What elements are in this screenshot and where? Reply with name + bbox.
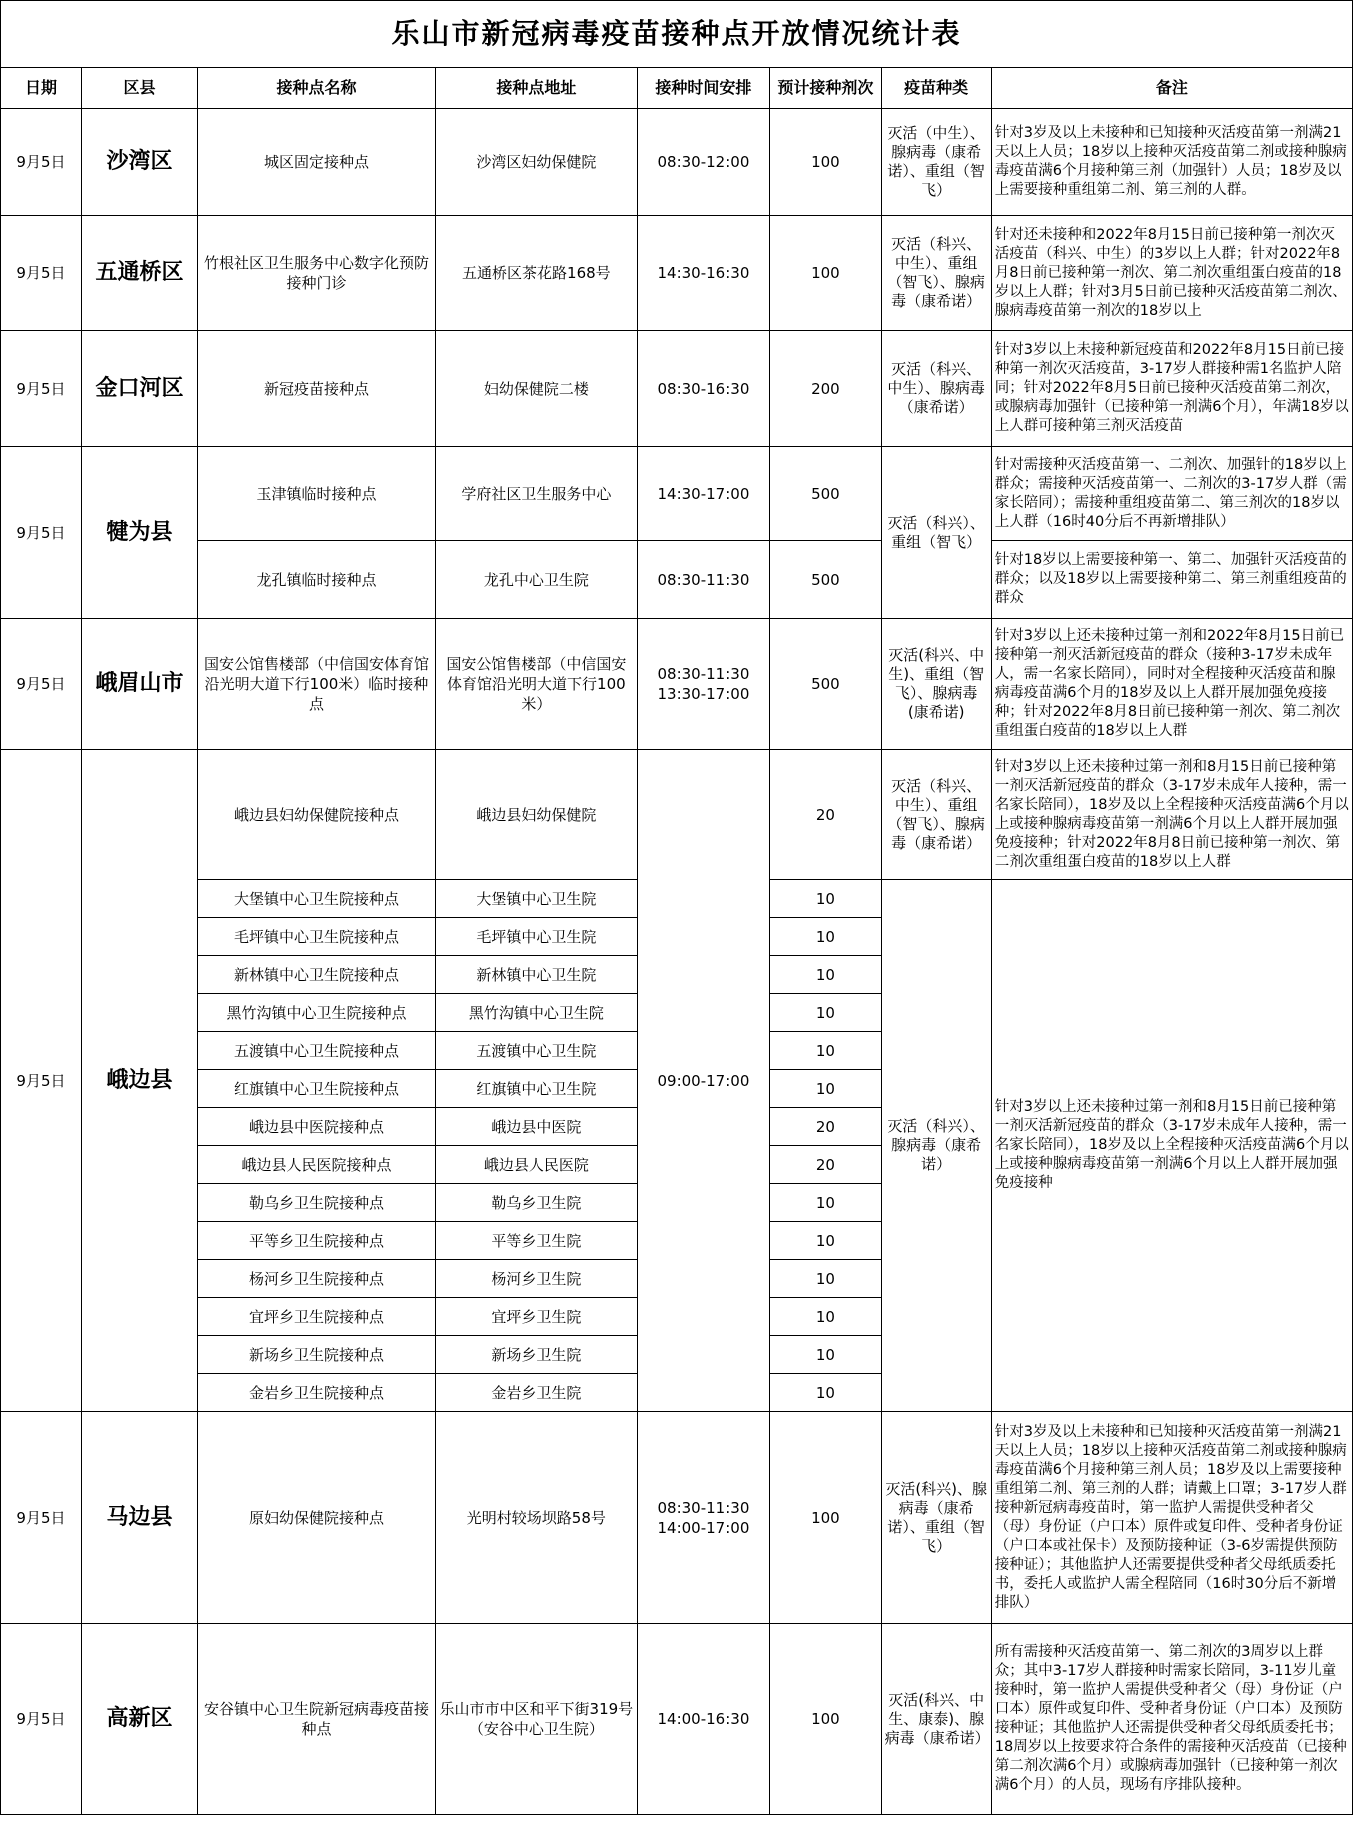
vaccine-cell: 灭活（科兴、中生）、腺病毒（康希诺）: [881, 331, 991, 447]
site-name-cell: 新冠疫苗接种点: [197, 331, 435, 447]
table-row: [1, 1412, 1353, 1624]
site-name-cell: 峨边县人民医院接种点: [197, 1146, 435, 1184]
table-row: [1, 447, 1353, 541]
time-morning: 08:30-11:30: [657, 665, 750, 683]
note-cell: [991, 447, 1352, 541]
header-notes: 备注: [991, 68, 1352, 109]
time-cell: 09:00-17:00: [637, 750, 770, 1412]
time-cell: [637, 1412, 770, 1624]
doses-cell: 500: [770, 619, 881, 750]
doses-cell: 20: [770, 750, 881, 880]
vaccine-cell: 灭活(科兴、中生、康泰)、腺病毒（康希诺）: [881, 1624, 991, 1815]
site-name-cell: 峨边县妇幼保健院接种点: [197, 750, 435, 880]
doses-cell: 10: [770, 1032, 881, 1070]
doses-cell: 10: [770, 1070, 881, 1108]
header-row: [1, 68, 1353, 109]
site-address-cell: 峨边县人民医院: [436, 1146, 638, 1184]
date-cell: 9月5日: [1, 619, 82, 750]
site-address-cell: 勒乌乡卫生院: [436, 1184, 638, 1222]
site-name-cell: 勒乌乡卫生院接种点: [197, 1184, 435, 1222]
header-district: 区县: [81, 68, 197, 109]
note-text: 针对3岁及以上未接种和已知接种灭活疫苗第一剂满21天以上人员；18岁以上接种灭活疫苗第二剂或接种腺病毒疫苗满6个月接种第三剂人员；18岁及以上需要接种重组第二剂、第三剂的人群；请戴上口罩；3-17岁人群接种新冠病毒疫苗时，第一监护人需提供受种者父（母）身份证（户口本）原件或复印件、受种者身份证（户口本或社保卡）及预防接种证（3-6岁需提供预防接种证）；其他监护人还需要提供受种者父母纸质委托书，委托人或监护人需全程陪同（16时30分后不新增排队）: [994, 1423, 1347, 1611]
district-cell: 峨边县: [81, 750, 197, 1412]
doses-cell: 10: [770, 1298, 881, 1336]
table-row: [1, 216, 1353, 331]
title-row: [1, 1, 1353, 68]
note-text: 针对3岁以上还未接种过第一剂和2022年8月15日前已接种第一剂灭活新冠疫苗的群众（接种3-17岁未成年人，需一名家长陪同），同时对全程接种灭活疫苗和腺病毒疫苗满6个月的18岁及以上人群开展加强免疫接种；针对2022年8月8日前已接种第一剂次、第二剂次重组蛋白疫苗的18岁以上人群: [994, 628, 1345, 739]
district-cell: 五通桥区: [81, 216, 197, 331]
page-title: 乐山市新冠病毒疫苗接种点开放情况统计表: [1, 1, 1353, 68]
time-cell: 14:30-17:00: [637, 447, 770, 541]
site-address-cell: 峨边县妇幼保健院: [436, 750, 638, 880]
site-address-cell: 五渡镇中心卫生院: [436, 1032, 638, 1070]
site-name-cell: 五渡镇中心卫生院接种点: [197, 1032, 435, 1070]
site-address-cell: 龙孔中心卫生院: [436, 541, 638, 619]
vaccine-cell: 灭活（中生）、腺病毒（康希诺）、重组（智飞）: [881, 109, 991, 216]
note-text: 针对3岁及以上未接种和已知接种灭活疫苗第一剂满21天以上人员；18岁以上接种灭活疫苗第二剂或接种腺病毒疫苗满6个月接种第三剂（加强针）人员；18岁及以上需要接种重组第二剂、第三剂的人群。: [994, 125, 1347, 198]
header-doses: 预计接种剂次: [770, 68, 881, 109]
doses-cell: 500: [770, 541, 881, 619]
note-text: 针对还未接种和2022年8月15日前已接种第一剂次灭活疫苗（科兴、中生）的3岁以上人群；针对2022年8月8日前已接种第一剂次、第二剂次重组蛋白疫苗的18岁以上人群；针对3月5日前已接种灭活疫苗第二剂次、腺病毒疫苗第一剂次的18岁以上: [994, 226, 1347, 319]
site-name-cell: 安谷镇中心卫生院新冠病毒疫苗接种点: [197, 1624, 435, 1815]
site-address-cell: 妇幼保健院二楼: [436, 331, 638, 447]
note-text: 针对3岁以上还未接种过第一剂和8月15日前已接种第一剂灭活新冠疫苗的群众（3-17岁未成年人接种，需一名家长陪同），18岁及以上全程接种灭活疫苗满6个月以上或接种腺病毒疫苗第一剂满6个月以上人群开展加强免疫接种；针对2022年8月8日前已接种第一剂次、第二剂次重组蛋白疫苗的18岁以上人群: [994, 758, 1349, 870]
note-cell: [991, 750, 1352, 880]
site-name-cell: 大堡镇中心卫生院接种点: [197, 880, 435, 918]
time-afternoon: 13:30-17:00: [657, 685, 750, 703]
note-cell: [991, 1624, 1352, 1815]
time-cell: 08:30-16:30: [637, 331, 770, 447]
header-time: 接种时间安排: [637, 68, 770, 109]
note-cell: [991, 541, 1352, 619]
note-text: 所有需接种灭活疫苗第一、第二剂次的3周岁以上群众；其中3-17岁人群接种时需家长陪同，3-11岁儿童接种时，第一监护人需提供受种者父（母）身份证（户口本）原件或复印件、受种者身份证（户口本）及预防接种证；其他监护人还需提供受种者父母纸质委托书；18周岁以上按要求符合条件的需接种灭活疫苗（已接种第二剂次满6个月）或腺病毒加强针（已接种第一剂次满6个月）的人员，现场有序排队接种。: [994, 1644, 1347, 1793]
vaccine-cell: 灭活（科兴）、腺病毒（康希诺）: [881, 880, 991, 1412]
site-address-cell: 光明村较场坝路58号: [436, 1412, 638, 1624]
table-row: [1, 619, 1353, 750]
table-row: [1, 541, 1353, 619]
site-name-cell: 金岩乡卫生院接种点: [197, 1374, 435, 1412]
doses-cell: 100: [770, 1624, 881, 1815]
district-cell: 马边县: [81, 1412, 197, 1624]
doses-cell: 10: [770, 1260, 881, 1298]
date-cell: 9月5日: [1, 109, 82, 216]
site-address-cell: 红旗镇中心卫生院: [436, 1070, 638, 1108]
site-name-cell: 新场乡卫生院接种点: [197, 1336, 435, 1374]
site-address-cell: 新场乡卫生院: [436, 1336, 638, 1374]
doses-cell: 10: [770, 1222, 881, 1260]
note-text: 针对需接种灭活疫苗第一、二剂次、加强针的18岁以上群众；需接种灭活疫苗第一、二剂次的3-17岁人群（需家长陪同）；需接种重组疫苗第二、第三剂次的18岁以上人群（16时40分后不再新增排队）: [994, 456, 1347, 530]
site-name-cell: 红旗镇中心卫生院接种点: [197, 1070, 435, 1108]
note-cell: [991, 1412, 1352, 1624]
vaccine-cell: 灭活（科兴、中生）、重组（智飞）、腺病毒（康希诺）: [881, 750, 991, 880]
doses-cell: 100: [770, 109, 881, 216]
header-vaccine: 疫苗种类: [881, 68, 991, 109]
time-cell: 08:30-11:30: [637, 541, 770, 619]
date-cell: 9月5日: [1, 216, 82, 331]
doses-cell: 20: [770, 1108, 881, 1146]
header-site-address: 接种点地址: [436, 68, 638, 109]
header-site-name: 接种点名称: [197, 68, 435, 109]
date-cell: 9月5日: [1, 447, 82, 619]
district-cell: 峨眉山市: [81, 619, 197, 750]
district-cell: 高新区: [81, 1624, 197, 1815]
site-name-cell: 城区固定接种点: [197, 109, 435, 216]
date-cell: 9月5日: [1, 1624, 82, 1815]
site-name-cell: 龙孔镇临时接种点: [197, 541, 435, 619]
district-cell: 犍为县: [81, 447, 197, 619]
site-name-cell: 毛坪镇中心卫生院接种点: [197, 918, 435, 956]
site-address-cell: 学府社区卫生服务中心: [436, 447, 638, 541]
date-cell: 9月5日: [1, 750, 82, 1412]
doses-cell: 10: [770, 880, 881, 918]
doses-cell: 10: [770, 1184, 881, 1222]
site-name-cell: 玉津镇临时接种点: [197, 447, 435, 541]
time-afternoon: 14:00-17:00: [657, 1518, 750, 1537]
note-cell: [991, 619, 1352, 750]
site-address-cell: 国安公馆售楼部（中信国安体育馆沿光明大道下行100米）: [436, 619, 638, 750]
time-cell: [637, 619, 770, 750]
table-row: [1, 750, 1353, 880]
site-name-cell: 峨边县中医院接种点: [197, 1108, 435, 1146]
vaccine-cell: 灭活(科兴)、腺病毒（康希诺）、重组（智飞）: [881, 1412, 991, 1624]
table-row: [1, 1624, 1353, 1815]
site-address-cell: 五通桥区茶花路168号: [436, 216, 638, 331]
site-name-cell: 国安公馆售楼部（中信国安体育馆沿光明大道下行100米）临时接种点: [197, 619, 435, 750]
doses-cell: 10: [770, 918, 881, 956]
time-cell: 08:30-12:00: [637, 109, 770, 216]
site-name-cell: 宜坪乡卫生院接种点: [197, 1298, 435, 1336]
doses-cell: 200: [770, 331, 881, 447]
site-address-cell: 新林镇中心卫生院: [436, 956, 638, 994]
doses-cell: 100: [770, 216, 881, 331]
site-address-cell: 峨边县中医院: [436, 1108, 638, 1146]
time-cell: 14:00-16:30: [637, 1624, 770, 1815]
vaccine-cell: 灭活(科兴、中生)、重组（智飞）、腺病毒(康希诺): [881, 619, 991, 750]
site-address-cell: 黑竹沟镇中心卫生院: [436, 994, 638, 1032]
site-name-cell: 竹根社区卫生服务中心数字化预防接种门诊: [197, 216, 435, 331]
date-cell: 9月5日: [1, 1412, 82, 1624]
doses-cell: 20: [770, 1146, 881, 1184]
district-cell: 沙湾区: [81, 109, 197, 216]
note-text: 针对3岁以上未接种新冠疫苗和2022年8月15日前已接种第一剂次灭活疫苗，3-17岁人群接种需1名监护人陪同；针对2022年8月5日前已接种灭活疫苗第二剂次，或腺病毒加强针（已接种第一剂满6个月），年满18岁以上人群可接种第三剂灭活疫苗: [994, 342, 1349, 434]
doses-cell: 10: [770, 994, 881, 1032]
site-name-cell: 黑竹沟镇中心卫生院接种点: [197, 994, 435, 1032]
site-address-cell: 金岩乡卫生院: [436, 1374, 638, 1412]
time-cell: 14:30-16:30: [637, 216, 770, 331]
site-address-cell: 大堡镇中心卫生院: [436, 880, 638, 918]
doses-cell: 10: [770, 1336, 881, 1374]
site-address-cell: 平等乡卫生院: [436, 1222, 638, 1260]
vaccine-cell: 灭活（科兴、中生）、重组（智飞）、腺病毒（康希诺）: [881, 216, 991, 331]
note-cell: [991, 331, 1352, 447]
note-cell: [991, 109, 1352, 216]
site-address-cell: 沙湾区妇幼保健院: [436, 109, 638, 216]
table-row: [1, 109, 1353, 216]
table-row: [1, 331, 1353, 447]
doses-cell: 10: [770, 956, 881, 994]
site-address-cell: 杨河乡卫生院: [436, 1260, 638, 1298]
note-cell: 针对3岁以上还未接种过第一剂和8月15日前已接种第一剂灭活新冠疫苗的群众（3-17岁未成年人接种，需一名家长陪同），18岁及以上全程接种灭活疫苗满6个月以上或接种腺病毒疫苗第一剂满6个月以上人群开展加强免疫接种: [991, 880, 1352, 1412]
site-address-cell: 乐山市市中区和平下街319号（安谷中心卫生院）: [436, 1624, 638, 1815]
doses-cell: 100: [770, 1412, 881, 1624]
header-date: 日期: [1, 68, 82, 109]
time-morning: 08:30-11:30: [657, 1498, 750, 1517]
site-address-cell: 宜坪乡卫生院: [436, 1298, 638, 1336]
vaccine-cell: 灭活（科兴）、重组（智飞）: [881, 447, 991, 619]
note-text: 针对18岁以上需要接种第一、第二、加强针灭活疫苗的群众；以及18岁以上需要接种第二、第三剂重组疫苗的群众: [994, 552, 1347, 606]
doses-cell: 10: [770, 1374, 881, 1412]
date-cell: 9月5日: [1, 331, 82, 447]
note-cell: [991, 216, 1352, 331]
site-name-cell: 新林镇中心卫生院接种点: [197, 956, 435, 994]
district-cell: 金口河区: [81, 331, 197, 447]
site-address-cell: 毛坪镇中心卫生院: [436, 918, 638, 956]
doses-cell: 500: [770, 447, 881, 541]
site-name-cell: 原妇幼保健院接种点: [197, 1412, 435, 1624]
site-name-cell: 平等乡卫生院接种点: [197, 1222, 435, 1260]
site-name-cell: 杨河乡卫生院接种点: [197, 1260, 435, 1298]
